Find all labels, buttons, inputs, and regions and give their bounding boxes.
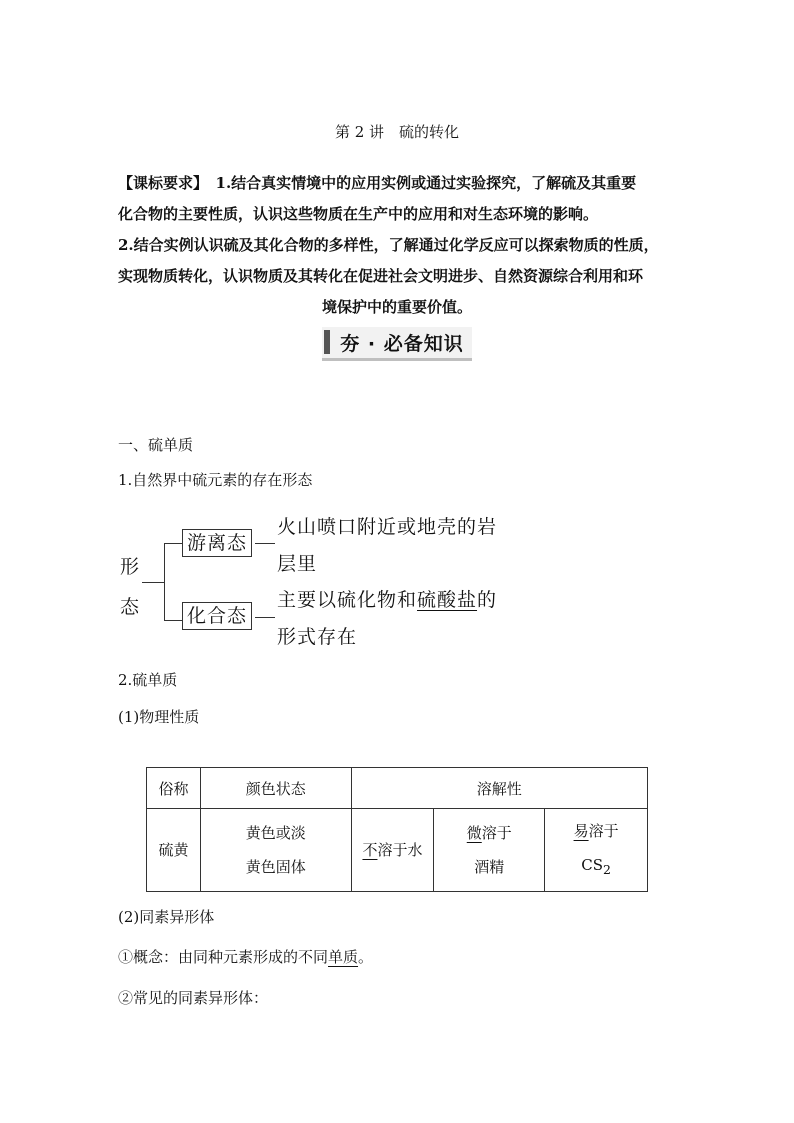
header-common-name: 俗称	[147, 768, 201, 809]
cell-common-name: 硫黄	[147, 809, 201, 892]
requirements-item2-line1: 2.结合实例认识硫及其化合物的多样性，了解通过化学反应可以探索物质的性质，	[118, 236, 659, 254]
table-header-row	[147, 768, 648, 809]
color-state-line2: 黄色固体	[245, 858, 306, 876]
diagram-root-connector	[142, 582, 164, 583]
cell-color-state	[200, 809, 351, 892]
diagram-bracket	[164, 543, 165, 621]
combined-state-desc-line1	[277, 585, 497, 612]
sol-water-marker: 不	[362, 841, 378, 859]
free-state-desc-line2: 层里	[277, 553, 318, 575]
requirements-line-1	[118, 168, 636, 199]
combined-desc-pre: 主要以硫化物和	[277, 589, 418, 611]
sol-alcohol-text: 溶于	[481, 824, 512, 842]
requirements-item2-line2: 实现物质转化，认识物质及其转化在促进社会文明进步、自然资源综合利用和环	[118, 267, 644, 285]
combined-desc-sulfate: 硫酸盐	[417, 589, 478, 611]
cs2-symbol: CS	[581, 855, 603, 874]
color-state-line1: 黄色或淡	[245, 824, 306, 842]
section-banner-row	[0, 327, 794, 361]
allotrope-concept	[118, 946, 373, 967]
physical-properties-table	[146, 767, 648, 892]
cs2-subscript: 2	[602, 861, 611, 877]
combined-state-connector	[255, 617, 275, 618]
cell-solubility-water	[351, 809, 434, 892]
free-state-desc-line1: 火山喷口附近或地壳的岩	[277, 516, 498, 538]
combined-state-box: 化合态	[182, 602, 252, 630]
free-state-box: 游离态	[182, 529, 252, 557]
concept-element: 单质	[328, 948, 359, 966]
free-state-connector	[255, 543, 275, 544]
requirements-item2-line3: 境保护中的重要价值。	[321, 298, 472, 316]
subheading-allotropes: (2)同素异形体	[118, 908, 215, 926]
page-title: 第 2 讲 硫的转化	[334, 123, 460, 141]
cell-solubility-cs2	[545, 809, 648, 892]
header-color-state: 颜色状态	[200, 768, 351, 809]
concept-pre: ①概念：由同种元素形成的不同	[118, 948, 329, 966]
section-heading-sulfur: 一、硫单质	[118, 436, 194, 454]
sol-cs2-text: 溶于	[588, 821, 619, 840]
header-solubility: 溶解性	[351, 768, 647, 809]
subheading-sulfur-element: 2.硫单质	[118, 671, 178, 689]
subheading-physical-properties: (1)物理性质	[118, 708, 200, 726]
sol-water-text: 溶于水	[377, 841, 423, 859]
diagram-root-char-1: 形	[120, 556, 141, 578]
sol-alcohol-line2: 酒精	[474, 858, 505, 876]
requirements-item1-line1: 1.结合真实情境中的应用实例或通过实验探究，了解硫及其重要	[200, 174, 637, 192]
section-banner	[322, 327, 471, 361]
requirements-tag: 【课标要求】	[118, 174, 201, 192]
subheading-existence: 1.自然界中硫元素的存在形态	[118, 471, 313, 489]
sol-cs2-marker: 易	[573, 821, 589, 840]
sol-alcohol-marker: 微	[466, 824, 482, 842]
banner-text: 夯 · 必备知识	[340, 333, 464, 355]
table-row	[147, 809, 648, 892]
common-allotropes: ②常见的同素异形体：	[118, 989, 269, 1007]
concept-post: 。	[358, 948, 374, 966]
cell-solubility-alcohol	[434, 809, 545, 892]
diagram-root-char-2: 态	[120, 596, 141, 618]
banner-bar-icon	[324, 330, 330, 354]
diagram-branch-bottom	[164, 620, 182, 621]
sol-cs2-formula	[545, 848, 647, 887]
diagram-branch-top	[164, 543, 182, 544]
combined-desc-post: 的	[477, 589, 498, 611]
combined-state-desc-line2: 形式存在	[277, 626, 358, 648]
requirements-item1-line2: 化合物的主要性质，认识这些物质在生产中的应用和对生态环境的影响。	[118, 205, 599, 223]
